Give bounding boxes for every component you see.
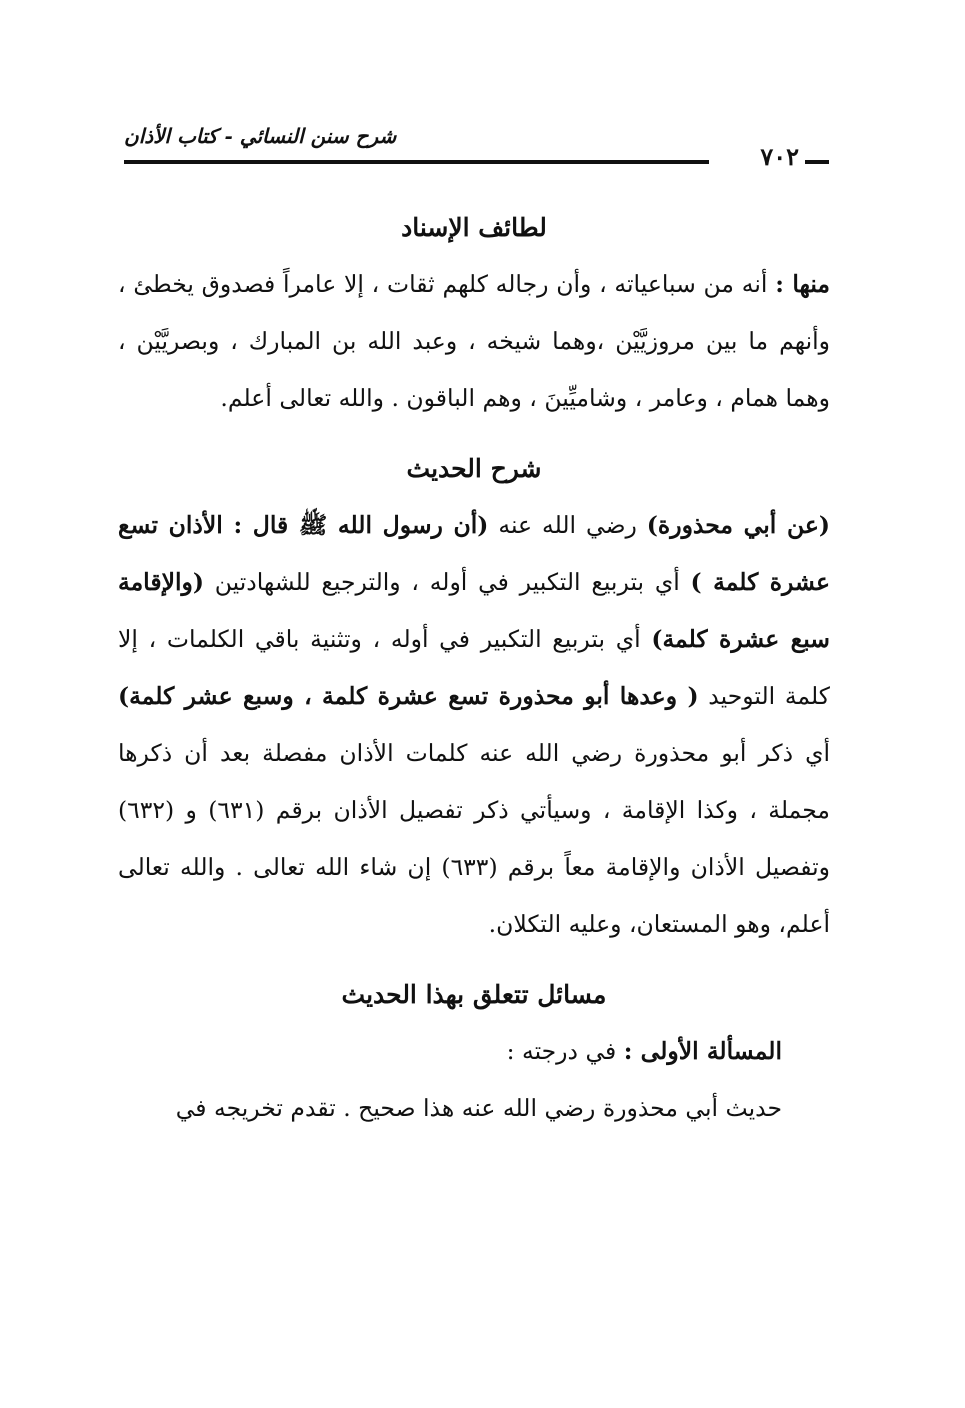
- page-number: ٧٠٢: [760, 142, 799, 171]
- heading-sharh: شرح الحديث: [406, 454, 542, 483]
- header-rule-short: [805, 160, 829, 164]
- hadith-quote-2: (أن رسول الله ﷺ قال : الأذان تسع عشرة كلمة ): [118, 511, 830, 596]
- masala-1-text: في درجته :: [506, 1037, 624, 1065]
- masala-1: [118, 1023, 830, 1080]
- hadith-quote-4: ( وعدها أبو محذورة تسع عشرة كلمة ، وسبع عشر كلمة): [118, 682, 699, 710]
- running-header: [124, 118, 829, 178]
- commentary-2: أي بتربيع التكبير في أوله ، والترجيع للشهادتين: [203, 568, 691, 596]
- masala-1-label: المسألة الأولى :: [623, 1037, 782, 1065]
- commentary-3: أي بتربيع التكبير في أوله ، وتثنية باقي الكلمات ، إلا كلمة التوحيد: [118, 625, 830, 710]
- header-title: شرح سنن النسائي - كتاب الأذان: [124, 124, 397, 148]
- header-rule: [124, 160, 709, 164]
- isnad-text: أنه من سباعياته ، وأن رجاله كلهم ثقات ، إلا عامراً فصدوق يخطئ ، وأنهم ما بين مروزيَّيْن ،وهما شيخه ، وعبد الله بن المبارك ، وبصريَّيْن ، وهما همام ، وعامر ، وشاميِّينَ ، وهم الباقون . والله تعالى أعلم.: [118, 270, 830, 412]
- masala-1-body: حديث أبي محذورة رضي الله عنه هذا صحيح . تقدم تخريجه في: [175, 1094, 782, 1122]
- hadith-quote-1: (عن أبي محذورة): [646, 511, 830, 539]
- commentary-4: أي ذكر أبو محذورة رضي الله عنه كلمات الأذان مفصلة بعد أن ذكرها مجملة ، وكذا الإقامة ، وسيأتي ذكر تفصيل الأذان برقم (٦٣١) و (٦٣٢) وتفصيل الأذان والإقامة معاً برقم (٦٣٣) إن شاء الله تعالى . والله تعالى أعلم، وهو المستعان، وعليه التكلان.: [118, 739, 831, 938]
- paragraph-sharh: [118, 497, 830, 953]
- heading-masail: مسائل تتعلق بهذا الحديث: [341, 980, 607, 1009]
- heading-isnad: لطائف الإسناد: [401, 213, 547, 242]
- commentary-1: رضي الله عنه: [488, 511, 647, 539]
- paragraph-isnad: [118, 256, 830, 427]
- hadith-quote-3: (والإقامة سبع عشرة كلمة): [118, 568, 830, 653]
- page-body: [118, 200, 830, 1137]
- isnad-lead: منها :: [775, 270, 830, 298]
